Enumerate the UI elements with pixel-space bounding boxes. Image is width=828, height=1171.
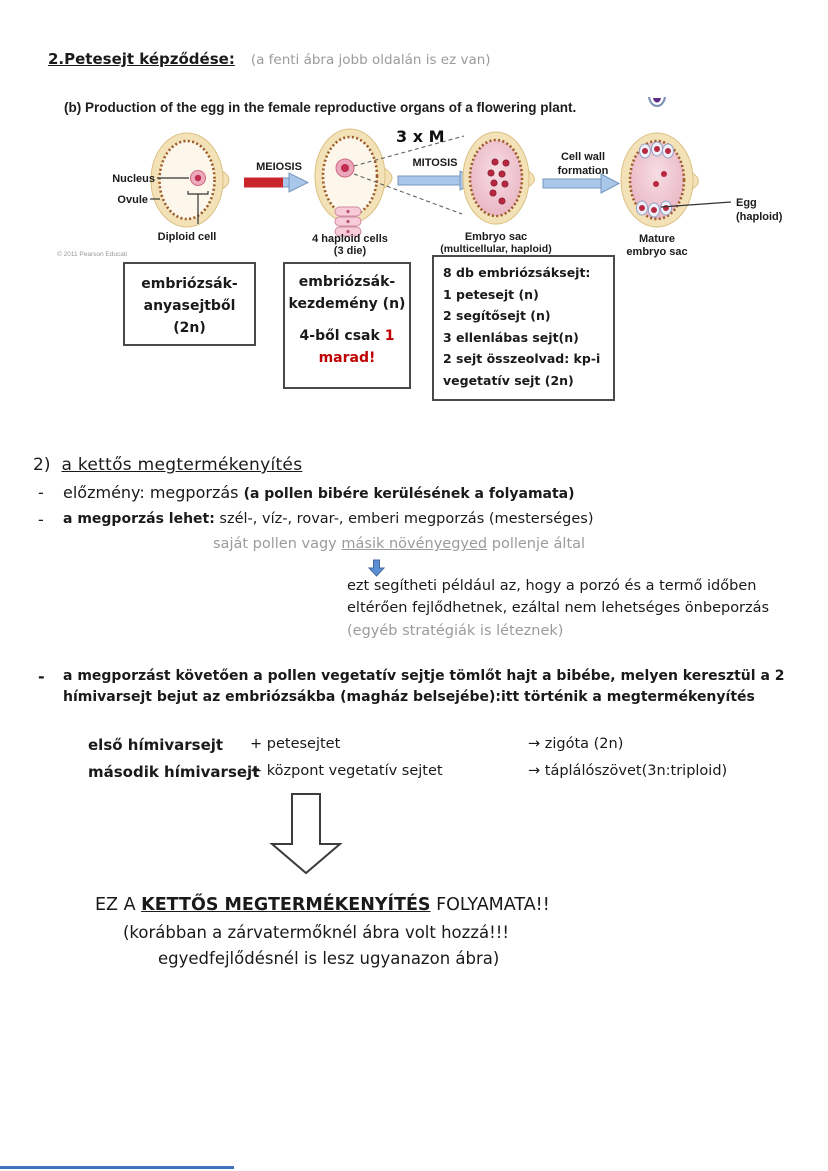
- box3-line: 2 sejt összeolvad: kp-i: [443, 351, 601, 366]
- dying-haploid-cells: [335, 207, 361, 236]
- ovule-stage-2: [312, 129, 392, 257]
- annotation-3xm: 3 x M: [396, 127, 445, 146]
- conclusion-line3: egyedfejlődésnél is lesz ugyanazon ábra): [158, 949, 500, 968]
- antipodal-cells: [640, 142, 674, 158]
- ovule-stage-1: [112, 133, 229, 243]
- side-note-line2: eltérően fejlődhetnek, ezáltal nem lehetséges önbeporzás: [347, 600, 770, 616]
- bullet1-text: előzmény: megporzás (a pollen bibére kerülésének a folyamata): [63, 483, 575, 502]
- conclusion-line1: EZ A KETTŐS MEGTERMÉKENYÍTÉS FOLYAMATA!!: [95, 895, 550, 915]
- bullet3-line2: hímivarsejt bejut az embriózsákba (magház belsejébe):itt történik a megtermékenyítés: [63, 689, 755, 705]
- box3-line: vegetatív sejt (2n): [443, 372, 574, 388]
- bullet3-line1: a megporzást követően a pollen vegetatív sejtje tömlőt hajt a bibébe, melyen keresztül a 2: [63, 668, 785, 684]
- section2-number: 2): [33, 455, 51, 475]
- section2-heading-row: [33, 455, 302, 475]
- note-box-mother-cell: [123, 262, 256, 346]
- eq1-subject: első hímivarsejt: [88, 736, 224, 754]
- box3-line: 1 petesejt (n): [443, 286, 539, 302]
- note-box-8-cells: [432, 255, 615, 401]
- ovule-stage-3: [440, 132, 551, 255]
- conclusion-line2: (korábban a zárvatermőknél ábra volt hozzá!!!: [123, 923, 509, 942]
- box2-line3: 4-ből csak 1: [299, 328, 395, 344]
- eq2-result: → táplálószövet(3n:triploid): [528, 763, 728, 779]
- eq1-result: → zigóta (2n): [528, 736, 624, 752]
- meiosis-arrow: [244, 161, 308, 192]
- caption-3-die: (3 die): [333, 245, 367, 257]
- label-formation: formation: [557, 165, 609, 177]
- label-ovule: Ovule: [117, 194, 148, 206]
- caption-diploid-cell: Diploid cell: [157, 231, 217, 243]
- fertilization-equation-2: [88, 763, 727, 781]
- section2-heading: a kettős megtermékenyítés: [61, 455, 303, 475]
- label-nucleus: Nucleus: [112, 173, 155, 185]
- copyright-text: © 2011 Pearson Educati: [57, 251, 128, 258]
- eq2-subject: második hímivarsejt: [88, 763, 260, 781]
- box2-line2: kezdemény (n): [288, 296, 406, 312]
- box1-line3: (2n): [173, 320, 206, 336]
- box1-line2: anyasejtből: [143, 298, 236, 314]
- caption-4-haploid-cells: 4 haploid cells: [312, 233, 388, 245]
- section-title: 2.Petesejt képződése:: [48, 50, 235, 68]
- caption-embryo-sac: Embryo sac: [464, 231, 528, 243]
- note-box-kezdemeny: [283, 262, 411, 389]
- label-cell-wall: Cell wall: [560, 151, 606, 163]
- box3-line: 3 ellenlábas sejt(n): [443, 329, 579, 345]
- label-mitosis: MITOSIS: [412, 157, 458, 169]
- label-egg-haploid: (haploid): [736, 211, 783, 223]
- box3-line: 8 db embriózsáksejt:: [443, 265, 591, 280]
- box2-line4: marad!: [318, 350, 376, 366]
- page-edge-line: [0, 1166, 234, 1169]
- figure-caption: (b) Production of the egg in the female reproductive organs of a flowering plant.: [64, 100, 577, 115]
- caption-multicellular-haploid: (multicellular, haploid): [440, 243, 552, 255]
- label-meiosis: MEIOSIS: [256, 161, 302, 173]
- big-down-arrow: [266, 792, 346, 880]
- gray-note-line: saját pollen vagy másik növényegyed pollenje által: [213, 536, 586, 552]
- conclusion-emphasis: KETTŐS MEGTERMÉKENYÍTÉS: [141, 895, 431, 915]
- bullet-dash: -: [38, 667, 45, 686]
- section-title-note: (a fenti ábra jobb oldalán is ez van): [250, 52, 491, 68]
- label-egg: Egg: [736, 197, 757, 209]
- side-note-line1: ezt segítheti például az, hogy a porzó és a termő időben: [347, 578, 757, 594]
- box3-line: 2 segítősejt (n): [443, 308, 551, 323]
- side-note-line3: (egyéb stratégiák is léteznek): [347, 623, 564, 639]
- embryo-sac-diagram: [55, 118, 815, 266]
- egg-apparatus-cells: [637, 201, 672, 217]
- eq1-plus: + petesejtet: [250, 736, 341, 752]
- cell-wall-formation-arrow: [543, 151, 619, 193]
- box2-line1: embriózsák-: [298, 274, 396, 290]
- bullet-dash: -: [38, 510, 44, 529]
- bullet-dash: -: [38, 483, 44, 502]
- box1-line1: embriózsák-: [141, 276, 238, 292]
- fertilization-equation-1: [88, 736, 623, 754]
- bullet2-text: a megporzás lehet: szél-, víz-, rovar-, emberi megporzás (mesterséges): [63, 511, 594, 527]
- doc-title-row: [48, 50, 491, 68]
- ovule-stage-4: [621, 133, 783, 258]
- cursor-mark-icon: [646, 94, 668, 116]
- eq2-plus: + központ vegetatív sejtet: [250, 763, 443, 779]
- caption-embryo-sac-2: embryo sac: [626, 246, 688, 258]
- caption-mature: Mature: [638, 233, 676, 245]
